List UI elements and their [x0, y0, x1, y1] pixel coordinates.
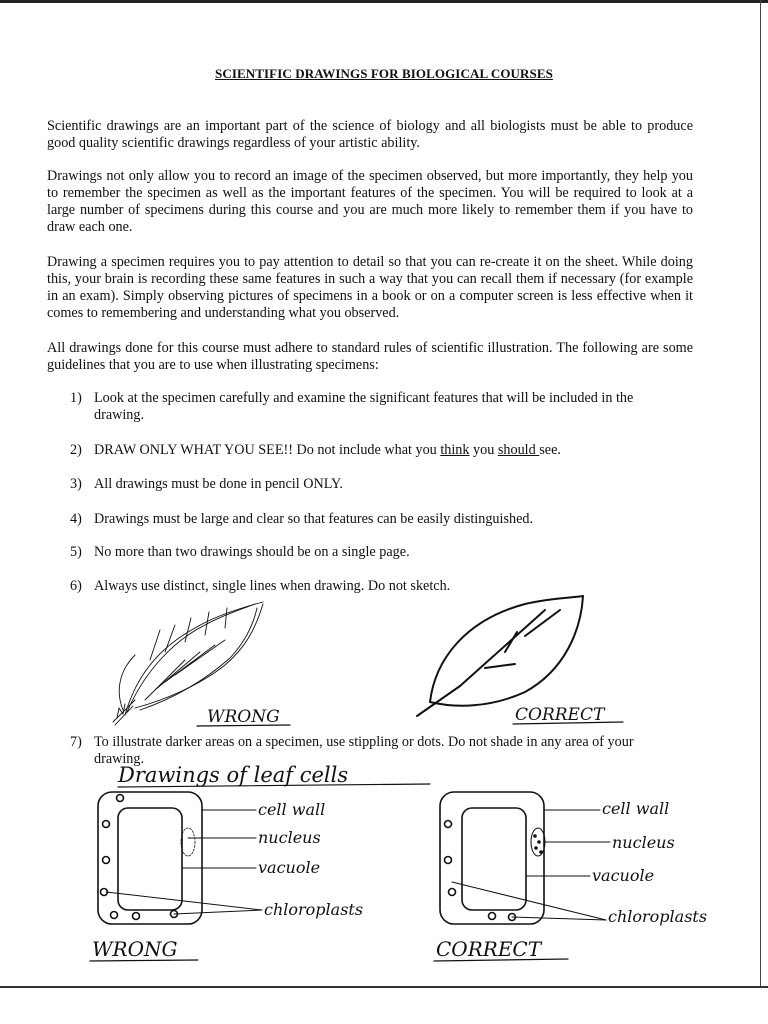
scan-edge-top [0, 0, 768, 3]
correct-label-cell-wall: cell wall [602, 799, 670, 818]
guideline-text: Always use distinct, single lines when drawing. Do not sketch. [94, 578, 451, 594]
correct-leaf-drawing [417, 596, 583, 716]
wrong-label-nucleus: nucleus [258, 828, 321, 847]
paragraph-detail: Drawing a specimen requires you to pay attention to detail so that you can re-create it on the sheet. While doing this, your brain is recording these same features in such a way that you can recall them if necessary (for example in an exam). Simply observing pictures of specimens in a book or on a computer screen is less effective when it comes to remembering and understanding what you observed. [47, 254, 693, 321]
cell-drawings-heading: Drawings of leaf cells [118, 763, 349, 787]
guideline-number: 3) [70, 476, 82, 492]
correct-leaf-label: CORRECT [515, 705, 605, 725]
guideline-number: 1) [70, 390, 82, 406]
underlined-should: should [497, 442, 540, 458]
guideline-number: 6) [70, 578, 82, 594]
guideline-number: 5) [70, 544, 82, 560]
guideline-text: Drawings must be large and clear so that features can be easily distinguished. [94, 511, 534, 527]
page-title: SCIENTIFIC DRAWINGS FOR BIOLOGICAL COURSES [215, 66, 553, 81]
guideline-text: DRAW ONLY WHAT YOU SEE!! Do not include what you think you should see. [94, 442, 561, 458]
paragraph-memory: Drawings not only allow you to record an image of the specimen observed, but more importantly, they help you to remember the specimen as well as the important features of the specimen. You will be required to look at a large number of specimens during this course and you are much more likely to remember them if you have to draw each one. [47, 168, 693, 235]
correct-cell-label: CORRECT [436, 937, 542, 961]
scan-edge-right [760, 0, 761, 988]
correct-cell-drawing [440, 792, 545, 924]
wrong-label-vacuole: vacuole [258, 858, 321, 877]
correct-label-nucleus: nucleus [612, 833, 675, 852]
guideline-text: To illustrate darker areas on a specimen, use stippling or dots. Do not shade in any area of your drawing. [94, 734, 634, 767]
leaf-drawings [105, 590, 625, 730]
paragraph-intro: Scientific drawings are an important part of the science of biology and all biologists must be able to produce good quality scientific drawings regardless of your artistic ability. [47, 118, 693, 151]
wrong-label-chloroplasts: chloroplasts [264, 900, 364, 919]
guideline-text: Look at the specimen carefully and examine the significant features that will be included in the drawing. [94, 390, 634, 423]
correct-label-chloroplasts: chloroplasts [608, 907, 708, 926]
wrong-cell-drawing [98, 792, 202, 924]
correct-cell-label-lines [452, 810, 610, 920]
guideline-number: 2) [70, 442, 82, 458]
underlined-think: think [440, 442, 470, 458]
wrong-cell-label: WRONG [92, 937, 178, 961]
wrong-label-cell-wall: cell wall [258, 800, 326, 819]
correct-label-vacuole: vacuole [592, 866, 655, 885]
guideline-number: 7) [70, 734, 82, 750]
wrong-leaf-label: WRONG [207, 707, 280, 727]
wrong-cell-label-lines [106, 810, 262, 914]
scan-edge-bottom [0, 986, 768, 988]
guideline-text: No more than two drawings should be on a single page. [94, 544, 410, 560]
cell-drawings [80, 760, 740, 980]
guideline-text: All drawings must be done in pencil ONLY. [94, 476, 343, 492]
paragraph-rules: All drawings done for this course must adhere to standard rules of scientific illustration. The following are some guidelines that you are to use when illustrating specimens: [47, 340, 693, 373]
guideline-number: 4) [70, 511, 82, 527]
